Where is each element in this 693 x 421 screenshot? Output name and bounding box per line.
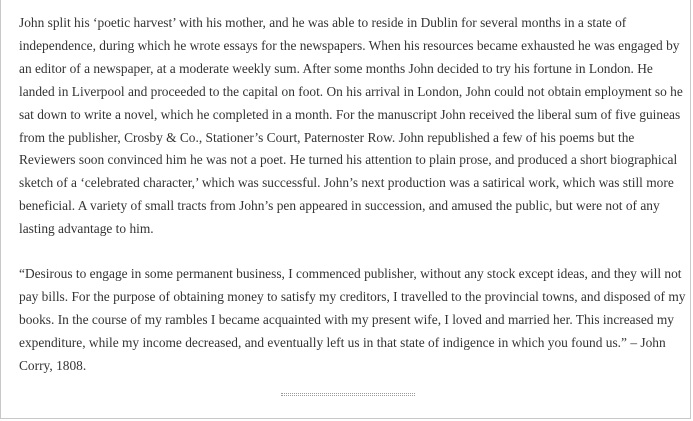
paragraph-quote: “Desirous to engage in some permanent business, I commenced publisher, without any stock except ideas, and they will not pay bills. For the purpose of obtaining money to satisfy my creditors, I travelled to the provincial towns, and disposed of my books. In the course of my rambles I became acquainted with my present wife, I loved and married her. This increased my expenditure, while my income decreased, and eventually left us in that state of indigence in which you found us.” – John Corry, 1808. xyxy=(19,266,686,373)
article-body xyxy=(19,12,691,378)
section-divider xyxy=(281,393,415,396)
paragraph-biography: John split his ‘poetic harvest’ with his mother, and he was able to reside in Dublin for several months in a state of independence, during which he wrote essays for the newspapers. When his resources became exhausted he was engaged by an editor of a newspaper, at a moderate weekly sum. After some months John decided to try his fortune in London. He landed in Liverpool and proceeded to the capital on foot. On his arrival in London, John could not obtain employment so he sat down to write a novel, which he completed in a month. For the manuscript John received the liberal sum of five guineas from the publisher, Crosby & Co., Stationer’s Court, Paternoster Row. John republished a few of his poems but the Reviewers soon convinced him he was not a poet. He turned his attention to plain prose, and produced a short biographical sketch of a ‘celebrated character,’ which was successful. John’s next production was a satirical work, which was still more beneficial. A variety of small tracts from John’s pen appeared in succession, and amused the public, but were not of any lasting advantage to him. xyxy=(19,15,683,237)
